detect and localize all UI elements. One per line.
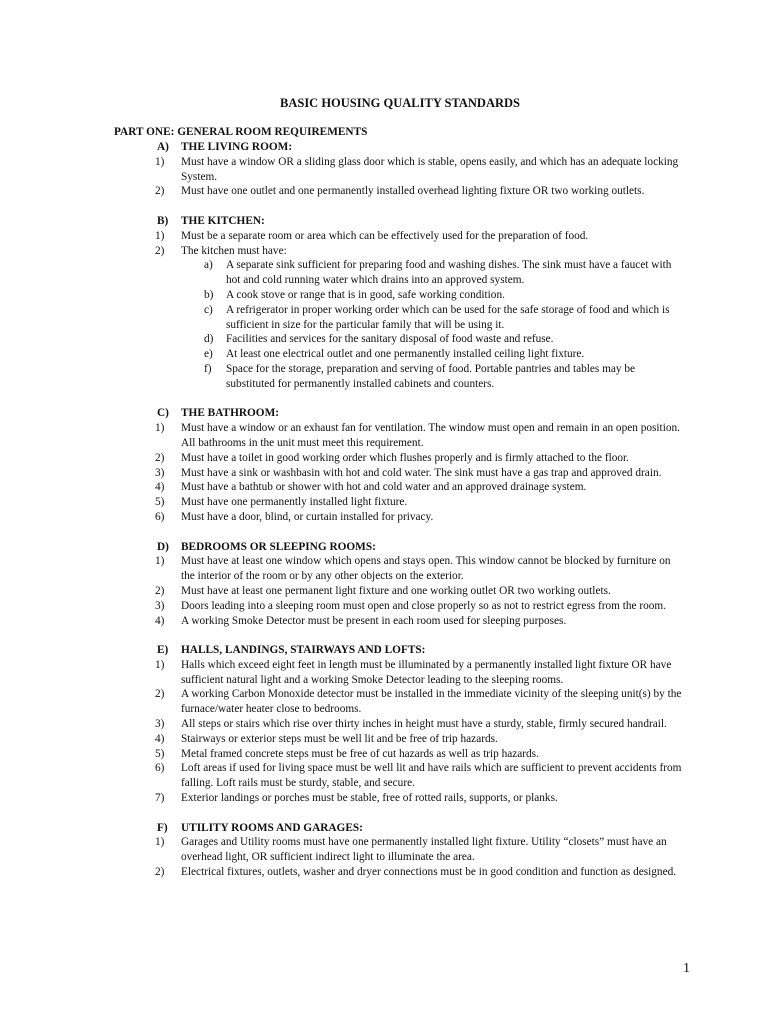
- section-title: BEDROOMS OR SLEEPING ROOMS:: [181, 540, 376, 553]
- item-text: Must have at least one window which opens and stays open. This window cannot be blocked by furniture on the interior of the room or by any other objects on the exterior.: [181, 555, 671, 583]
- item-text: A working Smoke Detector must be present in each room used for sleeping purposes.: [181, 614, 567, 627]
- item-text: Stairways or exterior steps must be well lit and be free of trip hazards.: [181, 732, 498, 745]
- sub-item-text: A separate sink sufficient for preparing food and washing dishes. The sink must have a faucet with hot and cold running water which drains into an approved system.: [226, 259, 672, 287]
- section-heading: [0, 643, 770, 658]
- list-item: [0, 480, 770, 495]
- list-item: [0, 717, 770, 732]
- item-number: 4): [155, 481, 165, 494]
- item-number: 5): [155, 747, 165, 760]
- item-number: 1): [155, 658, 165, 671]
- list-item: [0, 451, 770, 466]
- item-text: Must have a door, blind, or curtain installed for privacy.: [181, 510, 434, 523]
- item-number: 2): [155, 451, 165, 464]
- item-number: 1): [155, 422, 165, 435]
- item-text: The kitchen must have:: [181, 244, 287, 257]
- section: [0, 140, 770, 199]
- item-number: 6): [155, 510, 165, 523]
- item-number: 3): [155, 718, 165, 731]
- sub-list-item: [0, 258, 770, 288]
- item-text: Loft areas if used for living space must be well lit and have rails which are sufficient to prevent accidents from falling. Loft rails must be sturdy, stable, and secure.: [181, 762, 682, 790]
- section: [0, 821, 770, 880]
- list-item: [0, 658, 770, 688]
- sub-item-letter: b): [204, 288, 214, 301]
- item-number: 6): [155, 762, 165, 775]
- section-title: THE LIVING ROOM:: [181, 141, 293, 153]
- item-text: Exterior landings or porches must be stable, free of rotted rails, supports, or planks.: [181, 792, 558, 805]
- item-text: Garages and Utility rooms must have one permanently installed light fixture. Utility “closets” must have an overhead light, OR sufficient indirect light to illuminate the area.: [181, 836, 667, 864]
- list-item: [0, 184, 770, 199]
- item-number: 2): [155, 244, 165, 257]
- item-text: Must have a window or an exhaust fan for ventilation. The window must open and remain in an open position. All bathrooms in the unit must meet this requirement.: [181, 422, 680, 449]
- section-title: HALLS, LANDINGS, STAIRWAYS AND LOFTS:: [181, 644, 426, 657]
- sub-item-text: A refrigerator in proper working order which can be used for the safe storage of food and which is sufficient in size for the particular family that will be using it.: [226, 303, 670, 331]
- item-number: 2): [155, 584, 165, 597]
- sub-item-text: Space for the storage, preparation and serving of food. Portable pantries and tables may be substituted for permanently installed cabinets and counters.: [226, 362, 636, 390]
- section-letter: F): [157, 821, 168, 834]
- item-text: Must have one outlet and one permanently installed overhead lighting fixture OR two working outlets.: [181, 185, 645, 198]
- list-item: [0, 761, 770, 791]
- sub-list-item: [0, 362, 770, 392]
- item-text: Must have a toilet in good working order which flushes properly and is firmly attached to the floor.: [181, 451, 630, 464]
- sub-list-item: [0, 347, 770, 362]
- item-number: 1): [155, 229, 165, 242]
- list-item: [0, 466, 770, 481]
- document-title: BASIC HOUSING QUALITY STANDARDS: [280, 96, 520, 110]
- item-text: Metal framed concrete steps must be free of cut hazards as well as trip hazards.: [181, 747, 539, 760]
- section: [0, 643, 770, 806]
- list-item: [0, 584, 770, 599]
- item-number: 2): [155, 688, 165, 701]
- section: [0, 540, 770, 629]
- page-number: 1: [683, 961, 690, 976]
- item-text: Must have at least one permanent light fixture and one working outlet OR two working outlets.: [181, 584, 611, 597]
- list-item: [0, 614, 770, 629]
- sub-item-letter: d): [204, 333, 214, 346]
- list-item: [0, 747, 770, 762]
- item-text: Electrical fixtures, outlets, washer and dryer connections must be in good condition and function as designed.: [181, 866, 677, 879]
- section-heading: [0, 540, 770, 555]
- item-text: Must be a separate room or area which can be effectively used for the preparation of food.: [181, 229, 589, 242]
- list-item: [0, 687, 770, 717]
- section-letter: B): [157, 214, 169, 227]
- sub-item-letter: f): [204, 362, 212, 375]
- section-letter: E): [157, 644, 169, 657]
- item-number: 4): [155, 732, 165, 745]
- item-number: 5): [155, 496, 165, 509]
- item-number: 1): [155, 555, 165, 568]
- sub-item-letter: c): [204, 303, 213, 316]
- item-number: 4): [155, 614, 165, 627]
- part-heading: PART ONE: GENERAL ROOM REQUIREMENTS: [114, 126, 368, 138]
- list-item: [0, 244, 770, 259]
- sub-list-item: [0, 303, 770, 333]
- section-heading: [0, 821, 770, 836]
- section-title: THE BATHROOM:: [181, 407, 280, 420]
- section-letter: A): [157, 141, 169, 153]
- list-item: [0, 554, 770, 584]
- sub-list-item: [0, 332, 770, 347]
- item-text: Halls which exceed eight feet in length must be illuminated by a permanently installed light fixture OR have sufficient natural light and a working Smoke Detector leading to the sleeping rooms.: [181, 658, 672, 686]
- section-heading: [0, 214, 770, 229]
- item-text: Must have one permanently installed light fixture.: [181, 496, 408, 509]
- sub-item-letter: e): [204, 348, 213, 361]
- item-number: 7): [155, 792, 165, 805]
- item-number: 1): [155, 836, 165, 849]
- sub-item-text: At least one electrical outlet and one permanently installed ceiling light fixture.: [226, 348, 585, 361]
- list-item: [0, 791, 770, 806]
- sub-item-text: Facilities and services for the sanitary disposal of food waste and refuse.: [226, 333, 554, 346]
- item-number: 2): [155, 185, 165, 198]
- list-item: [0, 495, 770, 510]
- list-item: [0, 732, 770, 747]
- item-text: Must have a sink or washbasin with hot and cold water. The sink must have a gas trap and approved drain.: [181, 466, 662, 479]
- item-text: All steps or stairs which rise over thirty inches in height must have a sturdy, stable, firmly secured handrail.: [181, 718, 667, 731]
- list-item: [0, 599, 770, 614]
- section-letter: D): [157, 540, 169, 553]
- section-heading: [0, 140, 770, 155]
- item-number: 3): [155, 466, 165, 479]
- section-title: THE KITCHEN:: [181, 214, 265, 227]
- sub-item-text: A cook stove or range that is in good, safe working condition.: [226, 288, 505, 301]
- list-item: [0, 835, 770, 865]
- item-number: 3): [155, 599, 165, 612]
- item-text: Must have a bathtub or shower with hot and cold water and an approved drainage system.: [181, 481, 587, 494]
- section-heading: [0, 406, 770, 421]
- item-number: 2): [155, 866, 165, 879]
- section-title: UTILITY ROOMS AND GARAGES:: [181, 821, 363, 834]
- section: [0, 214, 770, 392]
- list-item: [0, 229, 770, 244]
- sub-item-letter: a): [204, 259, 213, 272]
- list-item: [0, 155, 770, 185]
- sub-list-item: [0, 288, 770, 303]
- item-text: A working Carbon Monoxide detector must be installed in the immediate vicinity of the sleeping unit(s) by the furnace/water heater close to bedrooms.: [181, 688, 682, 716]
- list-item: [0, 421, 770, 451]
- item-number: 1): [155, 155, 165, 168]
- item-text: Must have a window OR a sliding glass door which is stable, opens easily, and which has an adequate locking System.: [181, 155, 679, 183]
- section-letter: C): [157, 407, 169, 420]
- list-item: [0, 510, 770, 525]
- section: [0, 406, 770, 524]
- sections-container: [0, 140, 770, 895]
- item-text: Doors leading into a sleeping room must open and close properly so as not to restrict egress from the room.: [181, 599, 667, 612]
- list-item: [0, 865, 770, 880]
